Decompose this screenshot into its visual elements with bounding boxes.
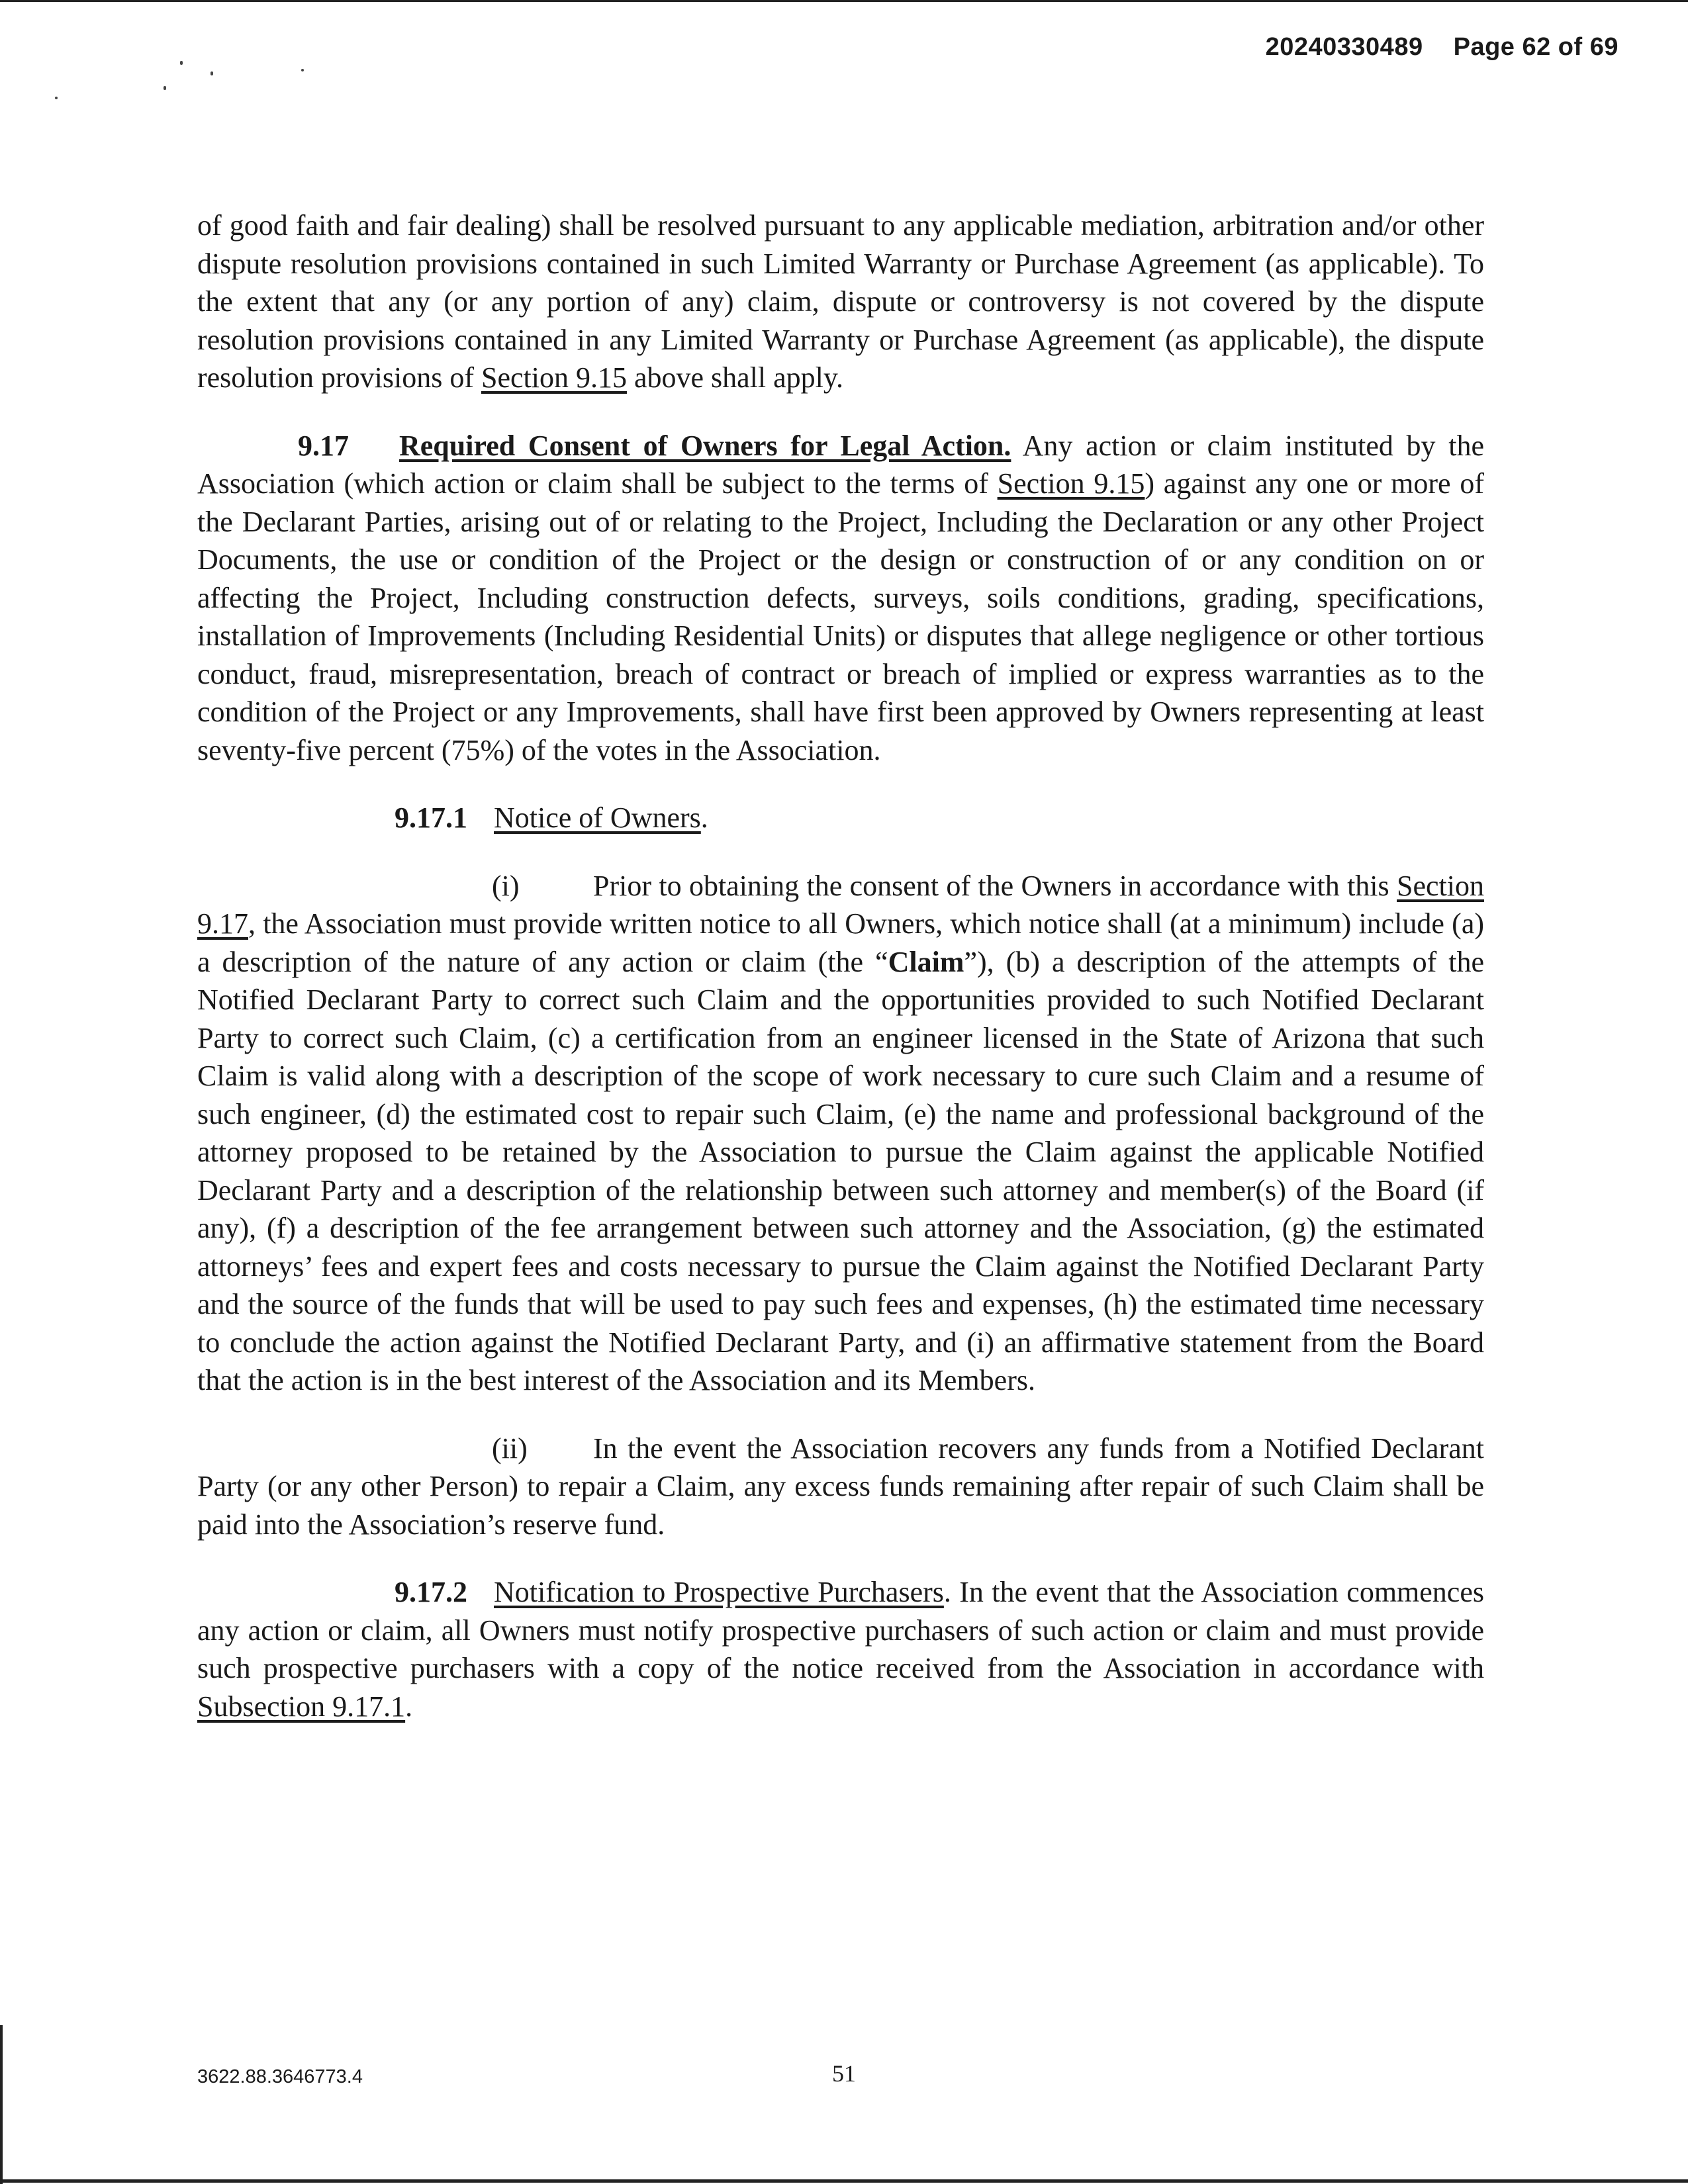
item-label: (ii) (492, 1432, 528, 1465)
section-heading: Required Consent of Owners for Legal Action. (399, 429, 1011, 462)
item-i: (i) Prior to obtaining the consent of the Owners in accordance with this Section 9.17, the Association must provide written notice to all Owners, which notice shall (at a minimum) include (a) a description of the nature of any action or claim (the “Claim”), (b) a description of the attempts of the Notified Declarant Party to correct such Claim and the opportunities provided to such Notified Declarant Party to correct such Claim, (c) a certification from an engineer licensed in the State of Arizona that such Claim is valid along with a description of the scope of work necessary to cure such Claim and a resume of such engineer, (d) the estimated cost to repair such Claim, (e) the name and professional background of the attorney proposed to be retained by the Association to pursue the Claim against the applicable Notified Declarant Party and a description of the relationship between such attorney and member(s) of the Board (if any), (f) a description of the fee arrangement between such attorney and the Association, (g) the estimated attorneys’ fees and expert fees and costs necessary to pursue the Claim against the Notified Declarant Party and the source of the funds that will be used to pay such fees and expenses, (h) the estimated time necessary to conclude the action against the Notified Declarant Party, and (i) an affirmative statement from the Board that the action is in the best interest of the Association and its Members. (197, 867, 1484, 1400)
section-reference-link[interactable]: Section 9.15 (481, 361, 627, 394)
subsection-heading: Notification to Prospective Purchasers (494, 1576, 944, 1608)
subsection-9-17-2: 9.17.2 Notification to Prospective Purchasers. In the event that the Association commences any action or claim, all Owners must notify prospective purchasers of such action or claim and must provide such prospective purchasers with a copy of the notice received from the Association in accordance with Subsection 9.17.1. (197, 1573, 1484, 1725)
defined-term: Claim (888, 945, 964, 978)
section-9-17: 9.17 Required Consent of Owners for Legal Action. Any action or claim instituted by the Association (which action or claim shall be subject to the terms of Section 9.15) against any one or more of the Declarant Parties, arising out of or relating to the Project, Including the Declaration or any other Project Documents, the use or condition of the Project or the design or construction of or any condition on or affecting the Project, Including construction defects, surveys, soils conditions, grading, specifications, installation of Improvements (Including Residential Units) or disputes that allege negligence or other tortious conduct, fraud, misrepresentation, breach of contract or breach of implied or express warranties as to the condition of the Project or any Improvements, shall have first been approved by Owners representing at least seventy-five percent (75%) of the votes in the Association. (197, 427, 1484, 770)
subsection-9-17-1: 9.17.1 Notice of Owners. (197, 799, 1484, 837)
subsection-heading: Notice of Owners (494, 801, 701, 834)
scan-border-top (0, 0, 1688, 2)
subsection-number: 9.17.1 (395, 801, 467, 834)
footer-page-number: 51 (832, 2060, 856, 2087)
recording-header (1266, 33, 1618, 62)
section-reference-link[interactable]: Section 9.15 (997, 467, 1145, 500)
item-label: (i) (492, 869, 520, 902)
item-ii: (ii) In the event the Association recovers any funds from a Notified Declarant Party (or any other Person) to repair a Claim, any excess funds remaining after repair of such Claim shall be paid into the Association’s reserve fund. (197, 1430, 1484, 1544)
subsection-number: 9.17.2 (395, 1576, 467, 1608)
section-reference-link[interactable]: Subsection 9.17.1 (197, 1690, 406, 1723)
document-body (197, 206, 1484, 1725)
paragraph-continuation: of good faith and fair dealing) shall be resolved pursuant to any applicable mediation, arbitration and/or other dispute resolution provisions contained in such Limited Warranty or Purchase Agreement (as applicable). To the extent that any (or any portion of any) claim, dispute or controversy is not covered by the dispute resolution provisions contained in any Limited Warranty or Purchase Agreement (as applicable), the dispute resolution provisions of Section 9.15 above shall apply. (197, 209, 1484, 394)
section-reference-link[interactable]: Section 9.17 (197, 869, 1484, 940)
scan-border-left (0, 2025, 3, 2184)
page-label: Page 62 of 69 (1453, 33, 1618, 61)
document-number: 20240330489 (1265, 33, 1423, 61)
footer-document-id: 3622.88.3646773.4 (197, 2066, 363, 2087)
scan-border-bottom (0, 2179, 1688, 2183)
section-number: 9.17 (298, 429, 349, 462)
